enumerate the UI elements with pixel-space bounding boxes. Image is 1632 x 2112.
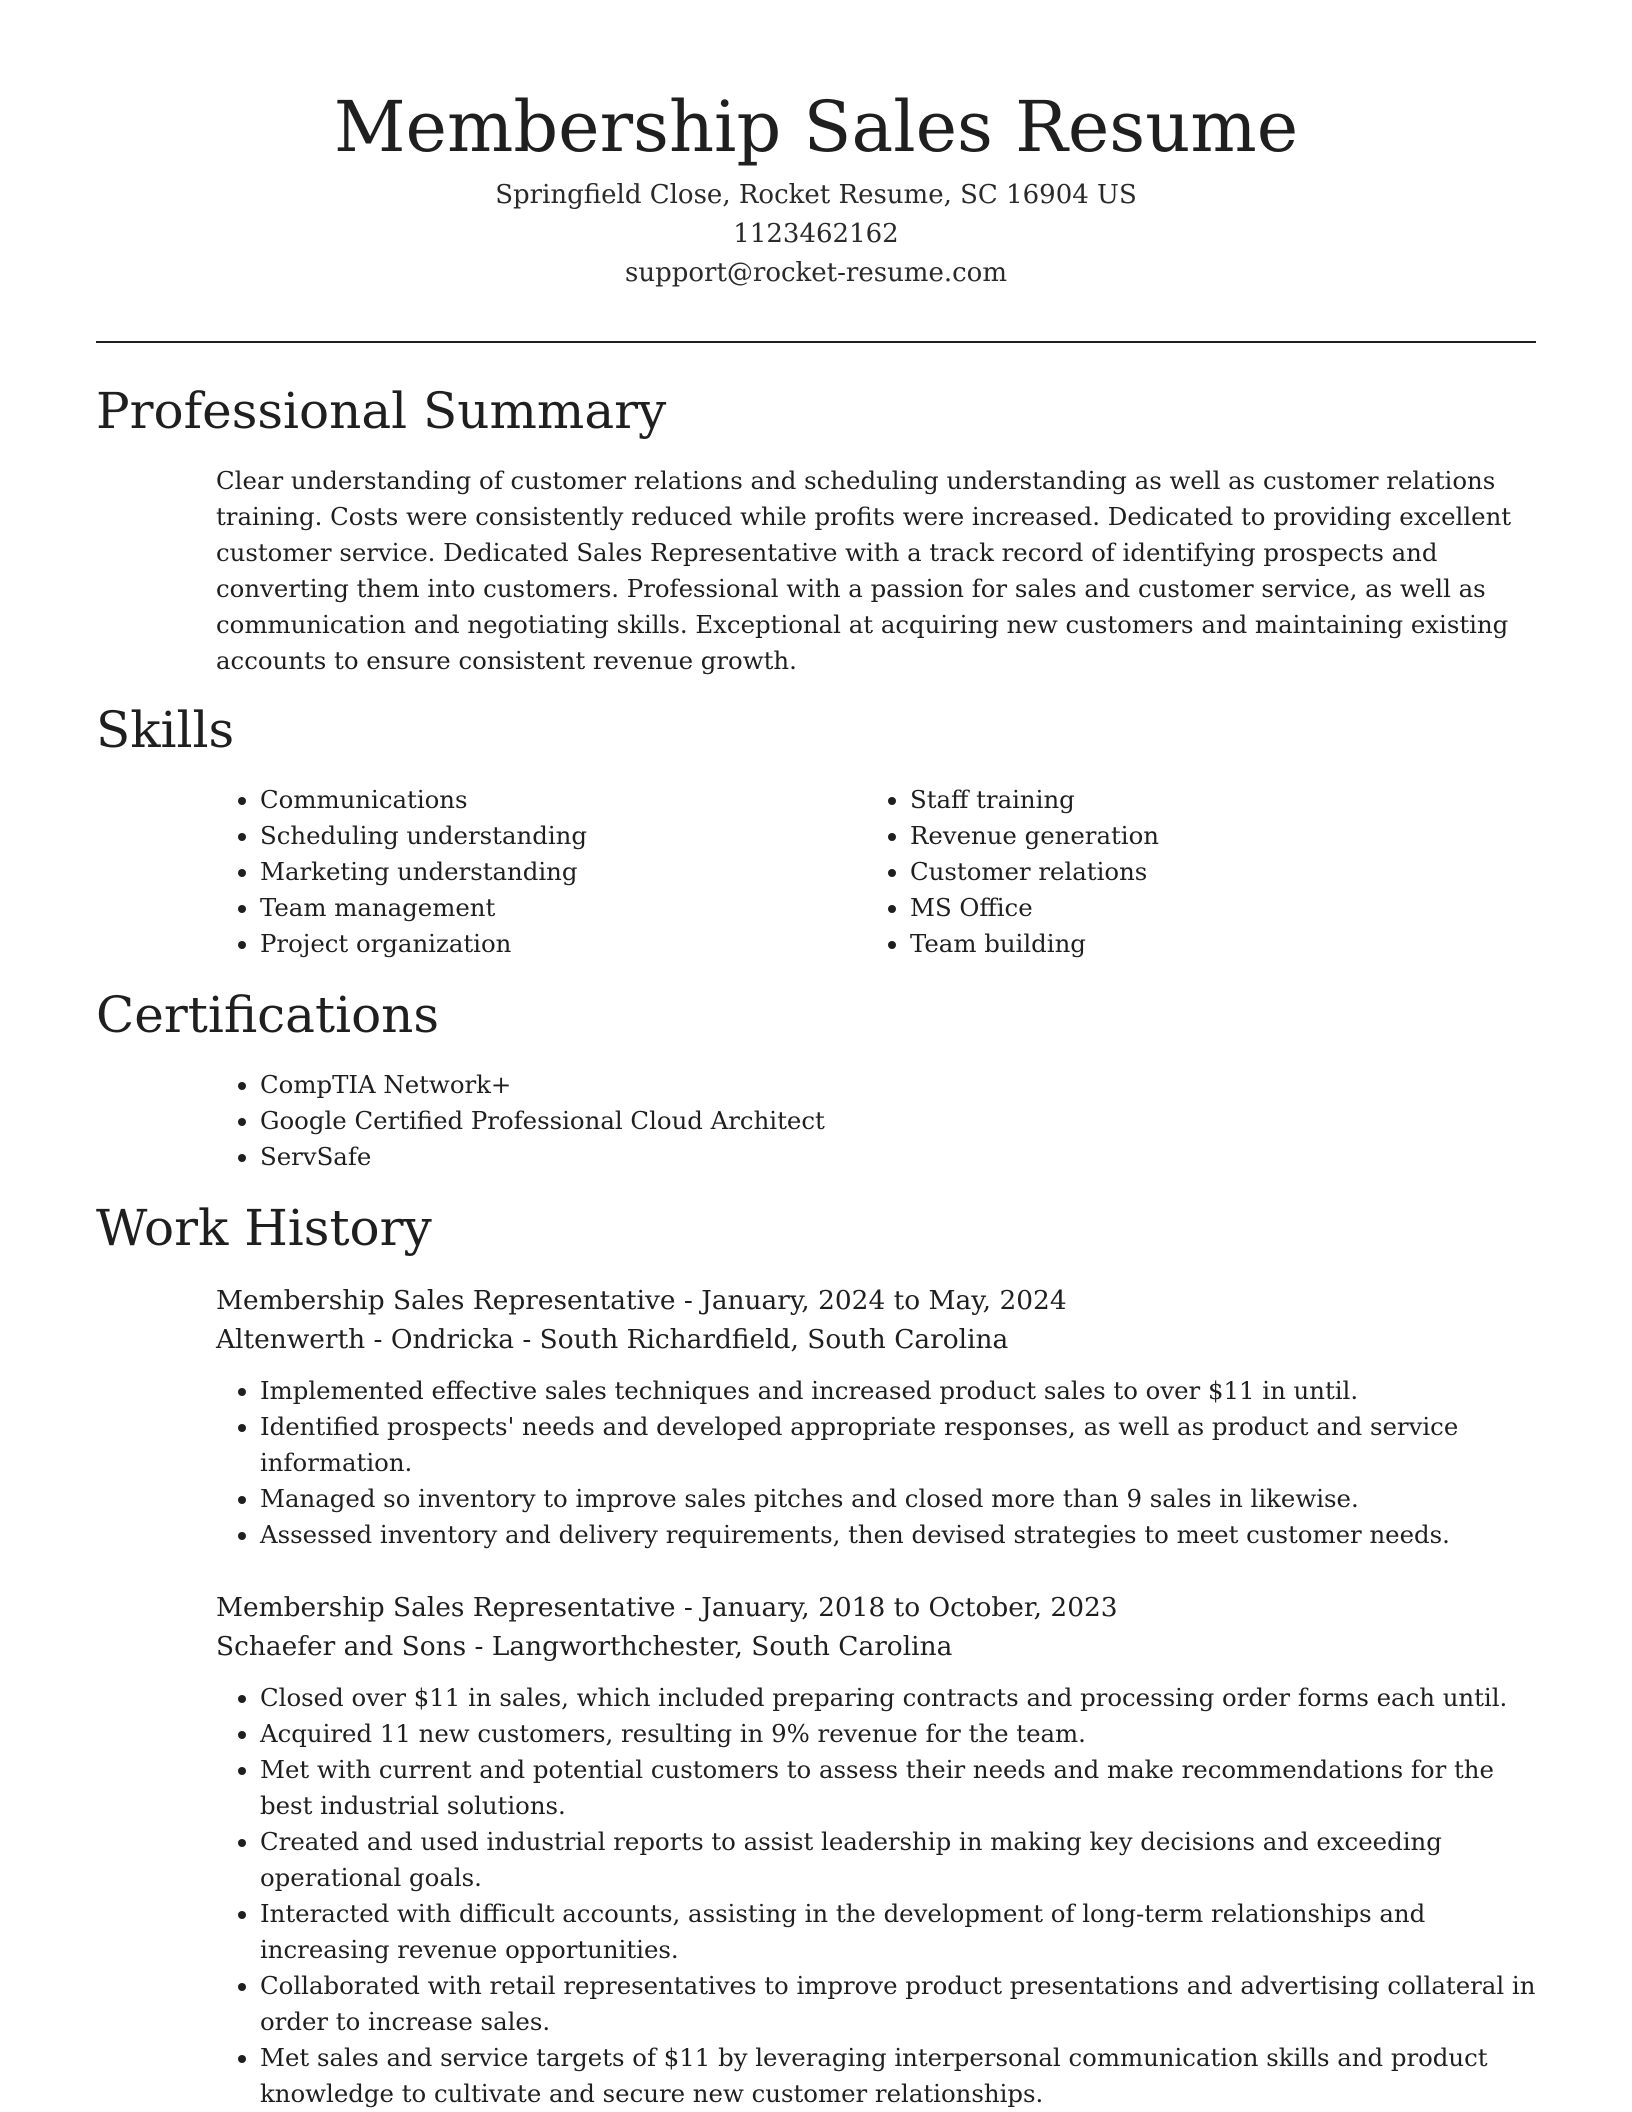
skill-item: • Communications (260, 782, 816, 818)
summary-text: Clear understanding of customer relations and scheduling understanding as well as customer relations training. Costs were consistently reduced while profits were increased. Dedicated to providing excellent customer service. Dedicated Sales Representative with a track record of identifying prospects and converting them into customers. Professional with a passion for sales and customer service, as well as communication and negotiating skills. Exceptional at acquiring new customers and maintaining existing accounts to ensure consistent revenue growth. (216, 466, 1512, 675)
summary-heading: Professional Summary (96, 382, 667, 440)
resume-header (0, 78, 1632, 293)
job-entry (216, 1281, 1538, 1553)
job-bullets (216, 1680, 1538, 2112)
certification-item: • Google Certified Professional Cloud Architect (260, 1103, 1316, 1139)
skill-item: • Staff training (910, 782, 1466, 818)
job-bullet: • Closed over $11 in sales, which included preparing contracts and processing order forms each until. (260, 1680, 1538, 1716)
job-bullet: • Met sales and service targets of $11 by leveraging interpersonal communication skills and product knowledge to cultivate and secure new customer relationships. (260, 2040, 1538, 2112)
skills-heading: Skills (96, 701, 235, 759)
job-bullet: • Created and used industrial reports to assist leadership in making key decisions and exceeding operational goals. (260, 1824, 1538, 1896)
job-bullet: • Collaborated with retail representatives to improve product presentations and advertising collateral in order to increase sales. (260, 1968, 1538, 2040)
job-bullet: • Acquired 11 new customers, resulting in 9% revenue for the team. (260, 1716, 1538, 1752)
skill-item: • Revenue generation (910, 818, 1466, 854)
skill-item: • Project organization (260, 926, 816, 962)
skill-item: • Customer relations (910, 854, 1466, 890)
job-company-line: Schaefer and Sons - Langworthchester, South Carolina (216, 1631, 953, 1662)
job-bullet: • Assessed inventory and delivery requirements, then devised strategies to meet customer needs. (260, 1517, 1538, 1553)
skill-item: • Team management (260, 890, 816, 926)
skills-list-left (216, 782, 816, 962)
job-bullet: • Implemented effective sales techniques and increased product sales to over $11 in until. (260, 1373, 1538, 1409)
job-title-line: Membership Sales Representative - January, 2024 to May, 2024 (216, 1285, 1067, 1316)
resume-name: Membership Sales Resume (333, 86, 1299, 168)
certification-item: • ServSafe (260, 1139, 1316, 1175)
job-bullets (216, 1373, 1538, 1553)
job-title-line: Membership Sales Representative - January, 2018 to October, 2023 (216, 1592, 1118, 1623)
job-entry (216, 1588, 1538, 2112)
contact-phone: 1123462162 (733, 219, 899, 249)
contact-email: support@rocket-resume.com (624, 258, 1007, 288)
certification-item: • CompTIA Network+ (260, 1067, 1316, 1103)
header-divider (96, 341, 1536, 343)
skill-item: • Team building (910, 926, 1466, 962)
job-bullet: • Met with current and potential customers to assess their needs and make recommendations for the best industrial solutions. (260, 1752, 1538, 1824)
certifications-heading: Certifications (96, 986, 440, 1044)
job-bullet: • Managed so inventory to improve sales pitches and closed more than 9 sales in likewise. (260, 1481, 1538, 1517)
job-bullet: • Identified prospects' needs and developed appropriate responses, as well as product and service information. (260, 1409, 1538, 1481)
skill-item: • Marketing understanding (260, 854, 816, 890)
certifications-list (216, 1067, 1316, 1175)
job-company-line: Altenwerth - Ondricka - South Richardfield, South Carolina (216, 1324, 1009, 1355)
contact-address: Springfield Close, Rocket Resume, SC 16904 US (495, 180, 1137, 210)
skill-item: • MS Office (910, 890, 1466, 926)
skills-list-right (866, 782, 1466, 962)
skill-item: • Scheduling understanding (260, 818, 816, 854)
job-bullet: • Interacted with difficult accounts, assisting in the development of long-term relationships and increasing revenue opportunities. (260, 1896, 1538, 1968)
work-history-heading: Work History (96, 1199, 432, 1257)
